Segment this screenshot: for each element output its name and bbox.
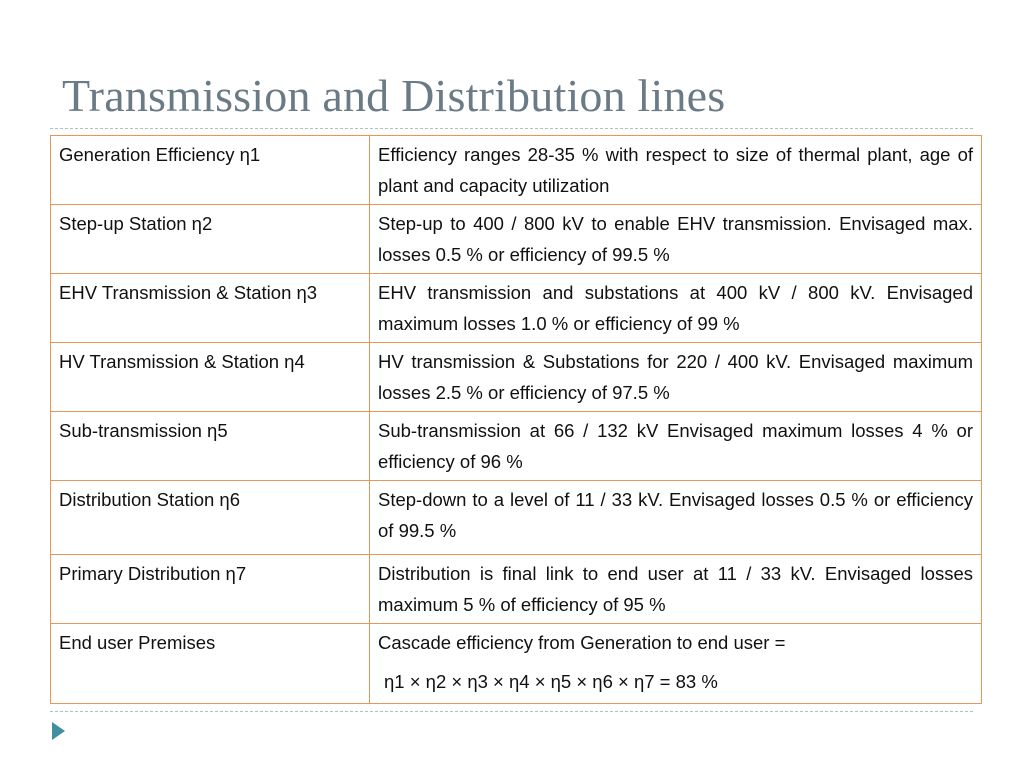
table-row <box>51 412 982 481</box>
table-row <box>51 481 982 555</box>
row-label: HV Transmission & Station η4 <box>51 343 370 412</box>
row-description: Step-down to a level of 11 / 33 kV. Envisaged losses 0.5 % or efficiency of 99.5 % <box>370 481 982 555</box>
cascade-efficiency-formula: η1 × η2 × η3 × η4 × η5 × η6 × η7 = 83 % <box>384 671 718 692</box>
row-label: Step-up Station η2 <box>51 205 370 274</box>
row-description: Distribution is final link to end user at 11 / 33 kV. Envisaged losses maximum 5 % of efficiency of 95 % <box>370 555 982 624</box>
row-label: Sub-transmission η5 <box>51 412 370 481</box>
efficiency-table-container <box>50 135 982 704</box>
efficiency-table <box>50 135 982 704</box>
row-label: End user Premises <box>51 624 370 704</box>
row-description: Sub-transmission at 66 / 132 kV Envisaged maximum losses 4 % or efficiency of 96 % <box>370 412 982 481</box>
row-description: Efficiency ranges 28-35 % with respect to size of thermal plant, age of plant and capacity utilization <box>370 136 982 205</box>
slide-title: Transmission and Distribution lines <box>62 70 726 121</box>
triangle-right-icon[interactable] <box>52 722 65 740</box>
row-label: Generation Efficiency η1 <box>51 136 370 205</box>
row-description: EHV transmission and substations at 400 kV / 800 kV. Envisaged maximum losses 1.0 % or efficiency of 99 % <box>370 274 982 343</box>
table-row <box>51 136 982 205</box>
row-label: Primary Distribution η7 <box>51 555 370 624</box>
title-divider <box>50 128 973 129</box>
row-description: Step-up to 400 / 800 kV to enable EHV transmission. Envisaged max. losses 0.5 % or efficiency of 99.5 % <box>370 205 982 274</box>
table-row <box>51 624 982 704</box>
row-description-cell <box>370 624 982 704</box>
row-description: Cascade efficiency from Generation to end user = <box>378 632 786 653</box>
row-description: HV transmission & Substations for 220 / 400 kV. Envisaged maximum losses 2.5 % or efficiency of 97.5 % <box>370 343 982 412</box>
row-label: Distribution Station η6 <box>51 481 370 555</box>
table-row <box>51 343 982 412</box>
footer-divider <box>50 711 973 712</box>
row-label: EHV Transmission & Station η3 <box>51 274 370 343</box>
table-row <box>51 274 982 343</box>
table-row <box>51 205 982 274</box>
table-row <box>51 555 982 624</box>
